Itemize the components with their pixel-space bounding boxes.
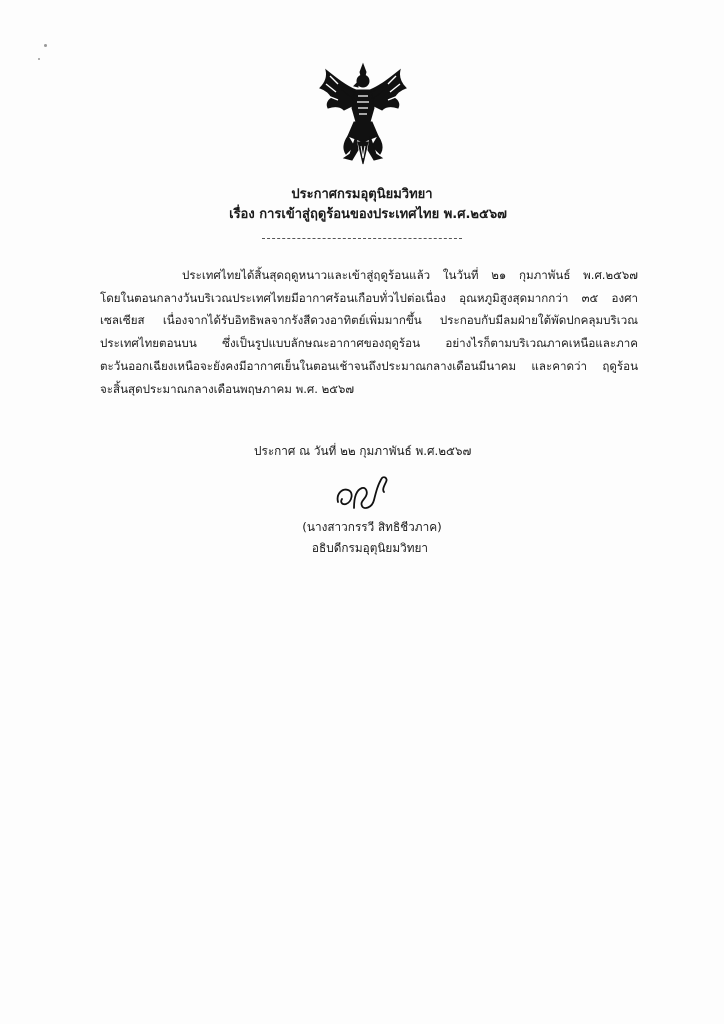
signer-title: อธิบดีกรมอุตุนิยมวิทยา [311, 541, 429, 555]
announcement-heading: ประกาศกรมอุตุนิยมวิทยา [291, 187, 433, 202]
announcement-subject: เรื่อง การเข้าสู่ฤดูร้อนของประเทศไทย พ.ศ.๒๕๖๗ [229, 207, 507, 222]
body-line: ตะวันออกเฉียงเหนือจะยังคงมีอากาศเย็นในตอนเช้าจนถึงประมาณกลางเดือนมีนาคม และคาดว่า ฤดูร้อน [100, 359, 638, 373]
scan-speck [44, 44, 47, 47]
body-line: จะสิ้นสุดประมาณกลางเดือนพฤษภาคม พ.ศ. ๒๕๖๗ [100, 382, 355, 396]
signer-name: (นางสาวกรรวี สิทธิชีวภาค) [302, 520, 442, 534]
body-line: โดยในตอนกลางวันบริเวณประเทศไทยมีอากาศร้อนเกือบทั่วไปต่อเนื่อง อุณหภูมิสูงสุดมากกว่า ๓๕ องศา [100, 291, 638, 305]
body-line: ประเทศไทยตอนบน ซึ่งเป็นรูปแบบลักษณะอากาศของฤดูร้อน อย่างไรก็ตามบริเวณภาคเหนือและภาค [100, 336, 638, 350]
announcement-date: ประกาศ ณ วันที่ ๒๒ กุมภาพันธ์ พ.ศ.๒๕๖๗ [254, 444, 472, 458]
scan-speck [38, 58, 40, 60]
heading-divider [262, 238, 462, 239]
body-line: เซลเซียส เนื่องจากได้รับอิทธิพลจากรังสีดวงอาทิตย์เพิ่มมากขึ้น ประกอบกับมีลมฝ่ายใต้พัดปกคลุมบริเวณ [100, 313, 638, 327]
body-line: ประเทศไทยได้สิ้นสุดฤดูหนาวและเข้าสู่ฤดูร้อนแล้ว ในวันที่ ๒๑ กุมภาพันธ์ พ.ศ.๒๕๖๗ [182, 268, 638, 282]
garuda-emblem-icon [318, 62, 408, 166]
handwritten-signature [332, 472, 394, 514]
